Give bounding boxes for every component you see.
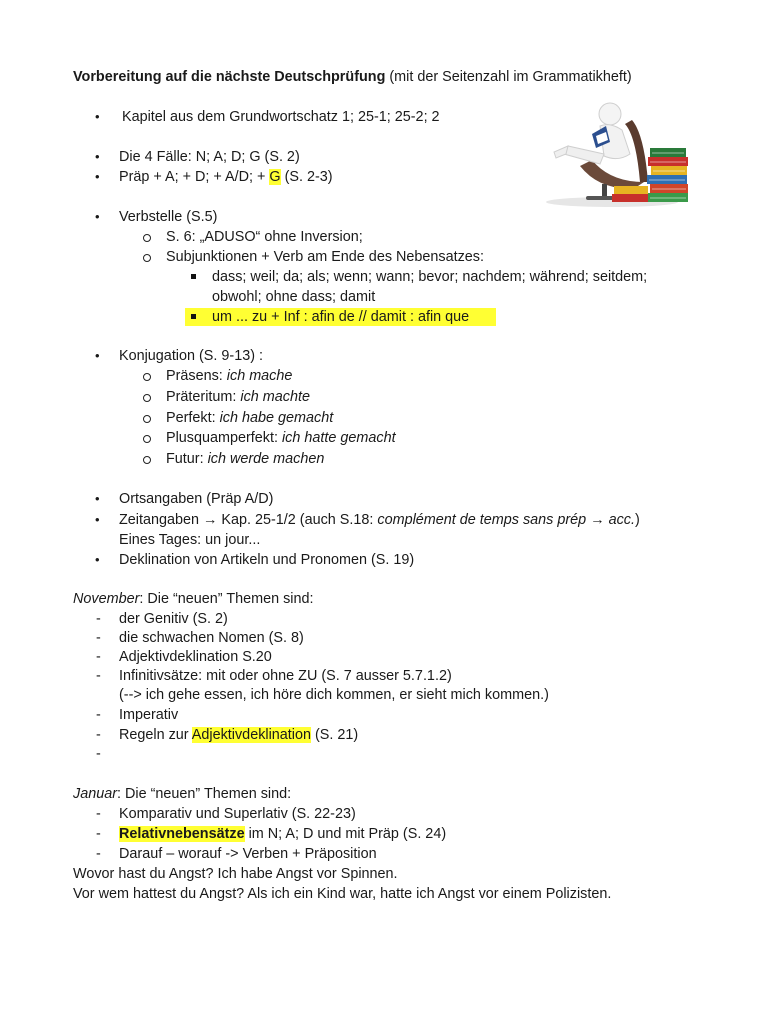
list-item-verbstelle: Verbstelle (S.5) — [119, 209, 218, 225]
november-item: Imperativ — [119, 707, 179, 723]
januar-item: Darauf – worauf -> Verben + Präposition — [119, 846, 377, 862]
november-item: Adjektivdeklination S.20 — [119, 649, 272, 665]
tense-item — [166, 429, 396, 447]
tense-example: ich hatte gemacht — [281, 430, 396, 446]
zeitangaben-close: ) — [634, 512, 640, 528]
list-item-konjugation: Konjugation (S. 9-13) : — [119, 348, 263, 364]
januar-intro: : Die “neuen” Themen sind: — [117, 786, 292, 802]
circle-bullet-icon — [143, 456, 151, 464]
bullet-icon: • — [95, 348, 100, 363]
bullet-icon: • — [95, 209, 100, 224]
tense-label: Präsens: — [166, 368, 227, 384]
reading-person-on-books-illustration — [540, 96, 694, 208]
subsublist-item-conjunctions-cont: obwohl; ohne dass; damit — [212, 289, 376, 305]
tense-item — [166, 450, 324, 468]
dash-bullet-icon: - — [96, 630, 101, 646]
square-bullet-icon — [191, 274, 196, 279]
month-november: November — [73, 591, 140, 607]
tense-example: ich mache — [226, 368, 293, 384]
arrow-right-icon: → — [203, 512, 218, 528]
dash-bullet-icon: - — [96, 649, 101, 665]
november-heading — [73, 590, 314, 608]
list-item-deklination: Deklination von Artikeln und Pronomen (S. 19) — [119, 552, 415, 568]
dash-bullet-icon: - — [96, 846, 101, 862]
tense-example: ich werde machen — [207, 451, 325, 467]
tense-label: Perfekt: — [166, 410, 220, 426]
bullet-icon: • — [95, 109, 100, 124]
november-item-regeln — [119, 726, 358, 744]
zeitangaben-acc: acc. — [604, 512, 635, 528]
sublist-item-aduso: S. 6: „ADUSO“ ohne Inversion; — [166, 229, 363, 245]
januar-item-relativ — [119, 825, 446, 843]
circle-bullet-icon — [143, 415, 151, 423]
page-title — [73, 68, 632, 86]
praep-text: Präp + A; + D; + A/D; + — [119, 169, 270, 185]
circle-bullet-icon — [143, 373, 151, 381]
tense-example: ich machte — [240, 389, 310, 405]
januar-heading — [73, 785, 291, 803]
highlight-adjektivdeklination: Adjektivdeklination — [191, 727, 311, 743]
dash-bullet-icon: - — [96, 727, 101, 743]
dash-bullet-icon: - — [96, 611, 101, 627]
subsublist-item-um-zu: um ... zu + Inf : afin de // damit : afin que — [212, 309, 470, 325]
tense-label: Präteritum: — [166, 389, 241, 405]
regeln-text: Regeln zur — [119, 727, 192, 743]
tense-example: ich habe gemacht — [219, 410, 334, 426]
example-sentence: Vor wem hattest du Angst? Als ich ein Kind war, hatte ich Angst vor einem Polizisten. — [73, 886, 612, 902]
dash-bullet-icon: - — [96, 746, 101, 762]
bullet-icon: • — [95, 169, 100, 184]
tense-item — [166, 388, 310, 406]
november-item-example: (--> ich gehe essen, ich höre dich kommen, er sieht mich kommen.) — [119, 687, 549, 703]
bullet-icon: • — [95, 149, 100, 164]
regeln-page: (S. 21) — [311, 727, 359, 743]
bullet-icon: • — [95, 491, 100, 506]
example-sentence: Wovor hast du Angst? Ich habe Angst vor Spinnen. — [73, 866, 398, 882]
month-januar: Januar — [73, 786, 118, 802]
zeitangaben-ref: Kap. 25-1/2 (auch S.18: — [217, 512, 378, 528]
list-item-grundwortschatz: Kapitel aus dem Grundwortschatz 1; 25-1; 25-2; 2 — [122, 109, 440, 125]
highlight-g: G — [269, 169, 281, 185]
tense-label: Plusquamperfekt: — [166, 430, 282, 446]
title-rest: (mit der Seitenzahl im Grammatikheft) — [385, 69, 632, 85]
list-item-zeitangaben — [119, 511, 640, 529]
list-item-zeitangaben-example: Eines Tages: un jour... — [119, 532, 261, 548]
zeitangaben-french: complément de temps sans prép — [377, 512, 587, 528]
subsublist-item-conjunctions: dass; weil; da; als; wenn; wann; bevor; nachdem; während; seitdem; — [212, 269, 648, 285]
dash-bullet-icon: - — [96, 668, 101, 684]
bullet-icon: • — [95, 552, 100, 567]
circle-bullet-icon — [143, 435, 151, 443]
list-item-faelle: Die 4 Fälle: N; A; D; G (S. 2) — [119, 149, 300, 165]
tense-label: Futur: — [166, 451, 208, 467]
circle-bullet-icon — [143, 394, 151, 402]
list-item-praep — [119, 168, 333, 186]
circle-bullet-icon — [143, 254, 151, 262]
list-item-ortsangaben: Ortsangaben (Präp A/D) — [119, 491, 274, 507]
relativ-rest: im N; A; D und mit Präp (S. 24) — [244, 826, 447, 842]
circle-bullet-icon — [143, 234, 151, 242]
highlight-relativnebensaetze: Relativnebensätze — [119, 826, 245, 842]
dash-bullet-icon: - — [96, 826, 101, 842]
november-item: der Genitiv (S. 2) — [119, 611, 228, 627]
praep-page: (S. 2-3) — [280, 169, 333, 185]
arrow-right-icon: → — [590, 512, 605, 528]
november-intro: : Die “neuen” Themen sind: — [139, 591, 314, 607]
bullet-icon: • — [95, 512, 100, 527]
tense-item — [166, 409, 333, 427]
zeitangaben-text: Zeitangaben — [119, 512, 204, 528]
november-item: Infinitivsätze: mit oder ohne ZU (S. 7 ausser 5.7.1.2) — [119, 668, 452, 684]
title-bold: Vorbereitung auf die nächste Deutschprüfung — [73, 69, 386, 85]
november-item: die schwachen Nomen (S. 8) — [119, 630, 304, 646]
januar-item: Komparativ und Superlativ (S. 22-23) — [119, 806, 356, 822]
sublist-item-subjunktionen: Subjunktionen + Verb am Ende des Nebensatzes: — [166, 249, 485, 265]
dash-bullet-icon: - — [96, 707, 101, 723]
dash-bullet-icon: - — [96, 806, 101, 822]
tense-item — [166, 367, 292, 385]
square-bullet-icon — [191, 314, 196, 319]
